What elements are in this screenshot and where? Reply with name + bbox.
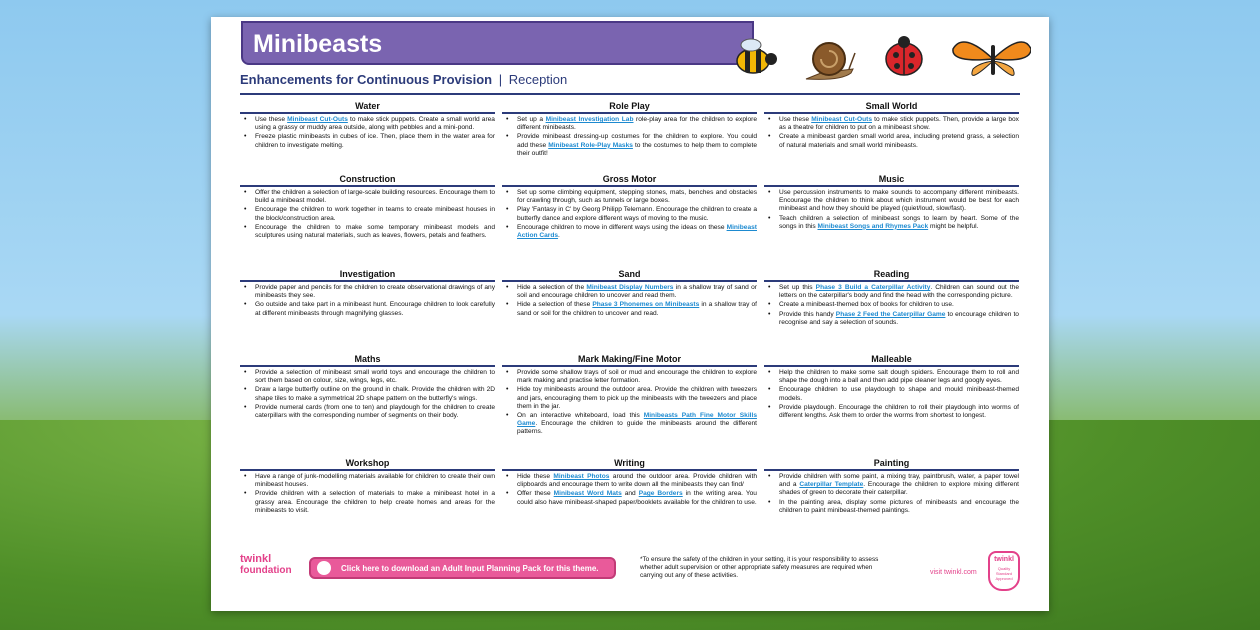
list-item	[764, 473, 1019, 498]
list-item	[240, 386, 495, 402]
item-text: Go outside and take part in a minibeast hunt. Encourage children to look carefully at different minibeasts through magnifying glasses.	[255, 301, 495, 317]
section-heading: Investigation	[240, 269, 495, 282]
section-list	[240, 189, 495, 240]
section-list	[240, 369, 495, 420]
list-item	[764, 499, 1019, 515]
list-item	[764, 284, 1019, 300]
section-heading: Gross Motor	[502, 174, 757, 187]
item-text: . Encourage the children to explore mixing different shades of green to decorate their caterpillar.	[779, 481, 1019, 497]
subtitle	[240, 72, 567, 87]
resource-link[interactable]: Minibeast Role-Play Masks	[548, 141, 633, 149]
item-text: Hide toy minibeasts around the outdoor area. Provide the children with tweezers and jars, encouraging them to pick up the minibeasts with the tweezers and place them in the jar.	[517, 386, 757, 410]
butterfly-icon	[953, 42, 1031, 75]
item-text: Provide this handy	[779, 310, 836, 318]
ladybird-icon	[886, 36, 922, 75]
list-item	[240, 404, 495, 420]
item-text: . Children can sound out the letters on the caterpillar's body and find the head with the corresponding picture.	[779, 284, 1019, 300]
resource-link[interactable]: Phase 3 Phonemes on Minibeasts	[592, 301, 700, 309]
section-list	[764, 189, 1019, 231]
resource-link[interactable]: Minibeast Action Cards	[517, 223, 757, 240]
section-heading: Water	[240, 101, 495, 114]
section-list	[502, 369, 757, 437]
section-list	[764, 369, 1019, 420]
section-heading: Reading	[764, 269, 1019, 282]
section-heading: Music	[764, 174, 1019, 187]
quality-badge	[988, 551, 1020, 591]
item-text: Set up this	[779, 284, 816, 291]
item-text: .	[558, 232, 560, 240]
page-title: Minibeasts	[253, 30, 383, 58]
resource-link[interactable]: Minibeast Display Numbers	[586, 284, 674, 291]
section-water	[240, 101, 495, 151]
section-list	[502, 284, 757, 318]
item-text: Use percussion instruments to make sounds to accompany different minibeasts. Encourage the children to think about which instrument would be best for each minibeast and how they should be played (quiet/loud, slow/fast).	[779, 189, 1019, 213]
resource-link[interactable]: Phase 3 Build a Caterpillar Activity	[815, 284, 931, 291]
section-list	[764, 116, 1019, 150]
subtitle-separator: |	[498, 72, 503, 87]
list-item	[502, 412, 757, 437]
resource-link[interactable]: Minibeasts Path Fine Motor Skills Game	[517, 412, 757, 428]
item-text: Offer these	[517, 490, 554, 498]
download-icon	[317, 561, 331, 575]
item-text: Create a minibeast garden small world area, including pretend grass, a selection of natural materials and small world minibeasts.	[779, 133, 1019, 149]
item-text: Have a range of junk-modelling materials available for children to create their own minibeast houses.	[255, 473, 495, 489]
document-sheet	[211, 17, 1049, 611]
section-list	[502, 116, 757, 158]
resource-link[interactable]: Phase 2 Feed the Caterpillar Game	[835, 310, 946, 318]
item-text: and	[621, 490, 639, 498]
resource-link[interactable]: Page Borders	[638, 490, 683, 498]
list-item	[502, 473, 757, 489]
item-text: In the painting area, display some pictures of minibeasts and encourage the children to paint minibeast-themed paintings.	[779, 498, 1019, 514]
badge-bottom-text: Quality Standard Approved	[995, 566, 1013, 581]
list-item	[502, 369, 757, 385]
item-text: Hide a selection of these	[517, 301, 593, 309]
section-list	[502, 189, 757, 240]
list-item	[764, 369, 1019, 385]
item-text: to make stick puppets. Then, provide a large box as a theatre for children to put on a minibeast show.	[779, 116, 1019, 132]
item-text: Encourage the children to make some temporary minibeast models and sculptures using natural materials, such as leaves, flowers, petals and feathers.	[255, 223, 495, 240]
list-item	[502, 386, 757, 411]
list-item	[502, 224, 757, 240]
badge-top-text: twinkl	[994, 556, 1014, 563]
item-text: role-play area for the children to explore different minibeasts.	[517, 116, 757, 132]
visit-link[interactable]: visit twinkl.com	[930, 569, 977, 576]
download-planning-pack-button[interactable]	[309, 557, 616, 579]
resource-link[interactable]: Minibeast Photos	[553, 473, 610, 480]
download-button-label: Click here to download an Adult Input Planning Pack for this theme.	[341, 564, 599, 573]
item-text: Help the children to make some salt dough spiders. Encourage them to roll and shape the dough into a ball and then add pipe cleaner legs and googly eyes.	[779, 369, 1019, 385]
item-text: Use these	[255, 116, 288, 123]
item-text: might be helpful.	[928, 222, 979, 230]
section-heading: Painting	[764, 458, 1019, 471]
section-list	[240, 116, 495, 150]
resource-link[interactable]: Minibeast Songs and Rhymes Pack	[817, 222, 929, 230]
section-heading: Workshop	[240, 458, 495, 471]
logo-top-text: twinkl	[240, 553, 272, 565]
list-item	[764, 311, 1019, 327]
list-item	[240, 369, 495, 385]
footer	[240, 549, 1020, 599]
section-workshop	[240, 458, 495, 516]
item-text: Freeze plastic minibeasts in cubes of ice. Then, place them in the water area for children to investigate melting.	[255, 133, 495, 149]
section-writing	[502, 458, 757, 508]
list-item	[502, 133, 757, 158]
list-item	[502, 301, 757, 317]
list-item	[764, 133, 1019, 149]
subtitle-stage: Reception	[508, 72, 568, 87]
list-item	[764, 215, 1019, 231]
section-construction	[240, 174, 495, 241]
section-painting	[764, 458, 1019, 516]
list-item	[764, 116, 1019, 132]
list-item	[240, 133, 495, 149]
resource-link[interactable]: Minibeast Cut-Outs	[811, 116, 872, 123]
item-text: around the outdoor area. Provide children with clipboards and encourage them to write down all the minibeasts they can find/	[517, 473, 758, 489]
minibeast-illustrations	[731, 29, 1031, 89]
list-item	[240, 490, 495, 515]
item-text: in a shallow tray of sand or soil and encourage children to uncover and read them.	[517, 284, 758, 300]
section-heading: Small World	[764, 101, 1019, 114]
list-item	[240, 206, 495, 222]
section-music	[764, 174, 1019, 232]
section-list	[764, 473, 1019, 515]
list-item	[240, 224, 495, 240]
item-text: . Encourage the children to guide the minibeasts around the different patterns.	[517, 420, 757, 436]
resource-link[interactable]: Caterpillar Template	[799, 481, 864, 489]
section-role-play	[502, 101, 757, 159]
twinkl-foundation-logo	[240, 553, 296, 595]
item-text: Teach children a selection of minibeast songs to learn by heart. Some of the songs in this	[779, 214, 1019, 230]
resource-link[interactable]: Minibeast Word Mats	[553, 490, 622, 498]
section-malleable	[764, 354, 1019, 421]
item-text: Encourage the children to work together in teams to create minibeast houses in the block/construction area.	[255, 206, 495, 222]
item-text: to the costumes to help them to complete their outfit!	[517, 141, 757, 157]
item-text: to make stick puppets. Create a small world area using a grassy or muddy area outside, along with pebbles and a mini-pond.	[255, 116, 495, 132]
logo-bottom-text: foundation	[240, 565, 292, 576]
section-investigation	[240, 269, 495, 319]
item-text: Provide paper and pencils for the children to create observational drawings of any minibeasts they see.	[255, 284, 495, 300]
section-small-world	[764, 101, 1019, 151]
section-list	[764, 284, 1019, 327]
section-heading: Writing	[502, 458, 757, 471]
section-heading: Mark Making/Fine Motor	[502, 354, 757, 367]
list-item	[502, 284, 757, 300]
list-item	[502, 189, 757, 205]
item-text: Encourage children to move in different ways using the ideas on these	[517, 223, 727, 231]
snail-icon	[806, 43, 855, 79]
list-item	[240, 189, 495, 205]
item-text: Create a minibeast-themed box of books for children to use.	[779, 301, 954, 309]
item-text: Use these	[779, 116, 812, 123]
list-item	[240, 116, 495, 132]
list-item	[502, 116, 757, 132]
list-item	[764, 189, 1019, 214]
item-text: Provide children with a selection of materials to make a minibeast hotel in a grassy area. Encourage the children to help create homes and areas for the minibeasts to visit.	[255, 490, 495, 514]
item-text: Encourage children to use playdough to shape and mould minibeast-themed models.	[779, 386, 1019, 402]
list-item	[764, 301, 1019, 309]
item-text: On an interactive whiteboard, load this	[517, 412, 644, 420]
section-heading: Role Play	[502, 101, 757, 114]
item-text: Offer the children a selection of large-scale building resources. Encourage them to build a minibeast model.	[255, 189, 495, 205]
section-heading: Maths	[240, 354, 495, 367]
item-text: Provide minibeast dressing-up costumes for the children to explore. You could add these	[517, 133, 757, 149]
list-item	[240, 301, 495, 317]
list-item	[764, 386, 1019, 402]
item-text: Provide a selection of minibeast small world toys and encourage the children to sort them based on colour, size, wings, legs, etc.	[255, 369, 495, 385]
item-text: Provide playdough. Encourage the children to roll their playdough into worms of different lengths. Ask them to order the worms from shortest to longest.	[779, 403, 1019, 420]
list-item	[764, 404, 1019, 420]
section-list	[240, 473, 495, 515]
section-mark-making-fine-motor	[502, 354, 757, 438]
bee-icon	[737, 39, 777, 73]
list-item	[502, 490, 757, 506]
item-text: Provide some shallow trays of soil or mud and encourage the children to explore mark making and practise letter formation.	[517, 369, 757, 385]
item-text: Set up some climbing equipment, stepping stones, mats, benches and obstacles for crawling through, such as tunnels or large boxes.	[517, 189, 757, 205]
header-rule	[240, 93, 1020, 95]
resource-link[interactable]: Minibeast Investigation Lab	[545, 116, 634, 123]
section-heading: Sand	[502, 269, 757, 282]
resource-link[interactable]: Minibeast Cut-Outs	[287, 116, 348, 123]
item-text: Hide these	[517, 473, 554, 480]
section-list	[240, 284, 495, 318]
item-text: in the writing area. You could also have minibeast-shaped paper/booklets available for the children to use.	[517, 490, 757, 506]
section-heading: Malleable	[764, 354, 1019, 367]
item-text: in a shallow tray of sand or soil for the children to uncover and read.	[517, 301, 757, 317]
item-text: Set up a	[517, 116, 546, 123]
section-maths	[240, 354, 495, 421]
title-band	[241, 21, 754, 65]
section-list	[502, 473, 757, 507]
subtitle-main: Enhancements for Continuous Provision	[240, 72, 493, 87]
item-text: Draw a large butterfly outline on the ground in chalk. Provide the children with 2D shape tiles to make a symmetrical 2D shape pattern on the butterfly's wings.	[255, 386, 495, 402]
list-item	[240, 473, 495, 489]
section-gross-motor	[502, 174, 757, 241]
item-text: Hide a selection of the	[517, 284, 587, 291]
safety-note: *To ensure the safety of the children in your setting, it is your responsibility to assess whether adult supervision or other appropriate safety measures are required when carrying out any of these activities.	[640, 556, 879, 579]
list-item	[502, 206, 757, 222]
section-sand	[502, 269, 757, 319]
item-text: Play 'Fantasy in C' by Georg Philipp Telemann. Encourage the children to create a butterfly dance and explore different ways of moving to the music.	[517, 206, 757, 222]
section-reading	[764, 269, 1019, 328]
item-text: Provide children with some paint, a mixing tray, paintbrush, water, a paper towel and a	[779, 473, 1019, 489]
item-text: to encourage children to recognise and say a selection of sounds.	[779, 310, 1019, 326]
section-heading: Construction	[240, 174, 495, 187]
item-text: Provide numeral cards (from one to ten) and playdough for the children to create caterpillars with the corresponding number of segments on their body.	[255, 403, 495, 420]
list-item	[240, 284, 495, 300]
